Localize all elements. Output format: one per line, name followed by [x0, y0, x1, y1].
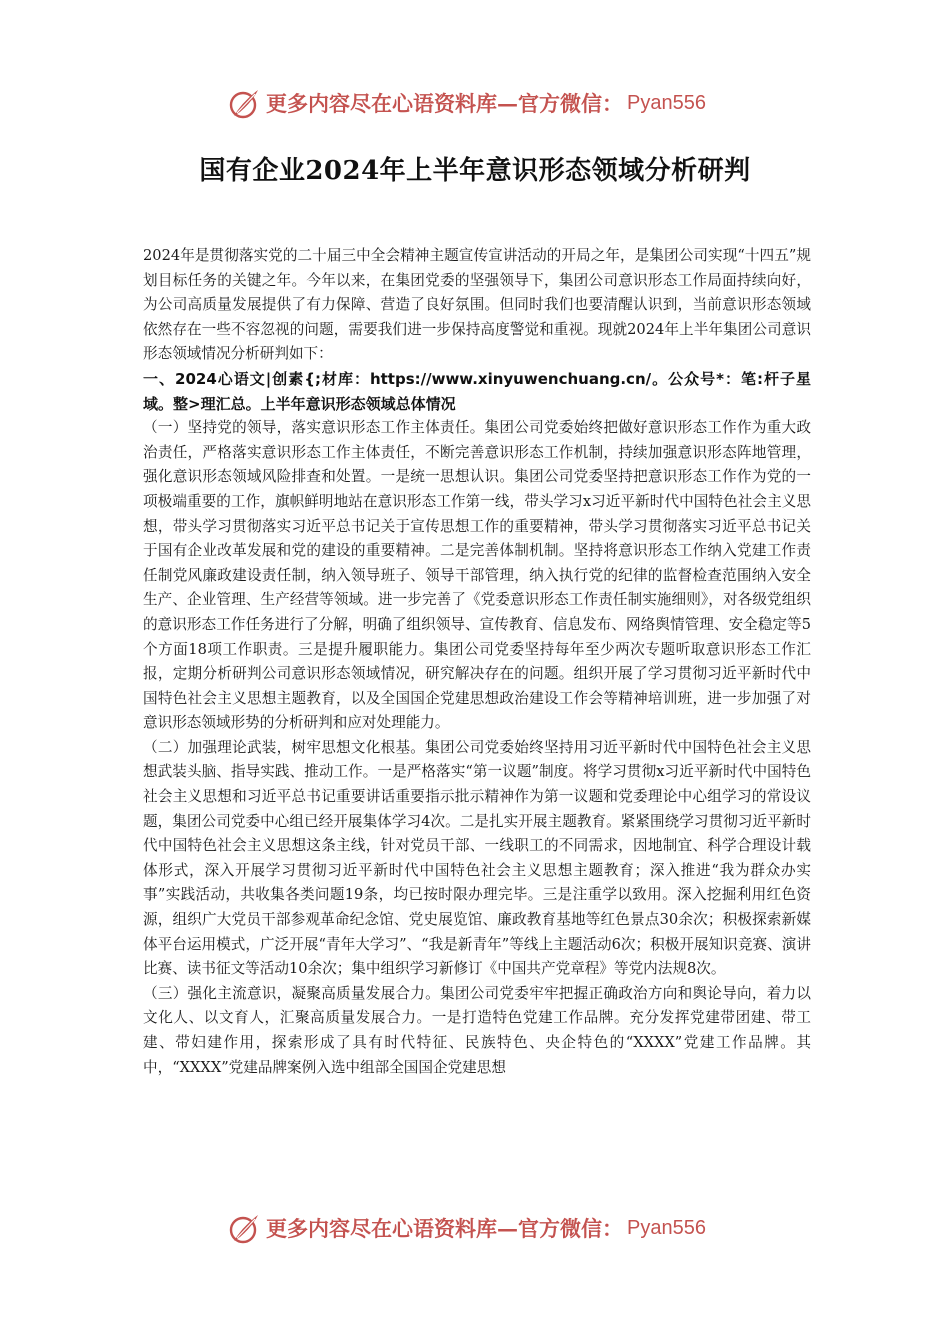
section-heading: 一、2024心语文|创素{;材库：https://www.xinyuwenchuang.cn/。公众号*：笔:杆子星域。整>理汇总。上半年意识形态领域总体情况: [143, 369, 811, 413]
intro-paragraph: 2024年是贯彻落实党的二十届三中全会精神主题宣传宣讲活动的开局之年，是集团公司实现“十四五”规划目标任务的关键之年。今年以来，在集团党委的坚强领导下，集团公司意识形态工作局面持续向好，为公司高质量发展提供了有力保障、营造了良好氛围。但同时我们也要清醒认识到，当前意识形态领域依然存在一些不容忽视的问题，需要我们进一步保持高度警觉和重视。现就2024年上半年集团公司意识形态领域情况分析研判如下：: [143, 247, 811, 363]
footer-banner: [228, 1208, 706, 1248]
banner-wechat-id: Pyan556: [627, 91, 706, 114]
banner-text: 更多内容尽在心语资料库—官方微信：: [266, 91, 623, 116]
section-paragraph-3: （三）强化主流意识，凝聚高质量发展合力。集团公司党委牢牢把握正确政治方向和舆论导向，着力以文化人、以文育人，汇聚高质量发展合力。一是打造特色党建工作品牌。充分发挥党建带团建、带工建、带妇建作用，探索形成了具有时代特征、民族特色、央企特色的“XXXX”党建工作品牌。其中，“XXXX”党建品牌案例入选中组部全国国企党建思想: [143, 984, 811, 1076]
banner-wechat-id: Pyan556: [627, 1216, 706, 1239]
quill-logo-icon: [228, 86, 262, 120]
section-paragraph-1: （一）坚持党的领导，落实意识形态工作主体责任。集团公司党委始终把做好意识形态工作作为重大政治责任，严格落实意识形态工作主体责任，不断完善意识形态工作机制，持续加强意识形态阵地管理，强化意识形态领域风险排查和处置。一是统一思想认识。集团公司党委坚持把意识形态工作作为党的一项极端重要的工作，旗帜鲜明地站在意识形态工作第一线，带头学习x习近平新时代中国特色社会主义思想，带头学习贯彻落实习近平总书记关于宣传思想工作的重要精神，带头学习贯彻落实习近平总书记关于国有企业改革发展和党的建设的重要精神。二是完善体制机制。坚持将意识形态工作纳入党建工作责任制党风廉政建设责任制，纳入领导班子、领导干部管理，纳入执行党的纪律的监督检查范围纳入安全生产、企业管理、生产经营等领域。进一步完善了《党委意识形态工作责任制实施细则》，对各级党组织的意识形态工作任务进行了分解，明确了组织领导、宣传教育、信息发布、网络舆情管理、安全稳定等5个方面18项工作职责。三是提升履职能力。集团公司党委坚持每年至少两次专题听取意识形态工作汇报，定期分析研判公司意识形态领域情况，研究解决存在的问题。组织开展了学习贯彻习近平新时代中国特色社会主义思想主题教育，以及全国国企党建思想政治建设工作会等精神培训班，进一步加强了对意识形态领域形势的分析研判和应对处理能力。: [143, 419, 811, 732]
section-paragraph-2: （二）加强理论武装，树牢思想文化根基。集团公司党委始终坚持用习近平新时代中国特色社会主义思想武装头脑、指导实践、推动工作。一是严格落实“第一议题”制度。将学习贯彻x习近平新时代中国特色社会主义思想和习近平总书记重要讲话重要指示批示精神作为第一议题和党委理论中心组学习的常设议题，集团公司党委中心组已经开展集体学习4次。二是扎实开展主题教育。紧紧围绕学习贯彻习近平新时代中国特色社会主义思想这条主线，针对党员干部、一线职工的不同需求，因地制宜、科学合理设计载体形式，深入开展学习贯彻习近平新时代中国特色社会主义思想主题教育；深入推进“我为群众办实事”实践活动，共收集各类问题19条，均已按时限办理完毕。三是注重学以致用。深入挖掘利用红色资源，组织广大党员干部参观革命纪念馆、党史展览馆、廉政教育基地等红色景点30余次；积极探索新媒体平台运用模式，广泛开展“青年大学习”、“我是新青年”等线上主题活动6次；积极开展知识竞赛、演讲比赛、读书征文等活动10余次；集中组织学习新修订《中国共产党章程》等党内法规8次。: [143, 738, 811, 978]
header-banner: [228, 83, 706, 123]
document-body: [143, 244, 811, 1080]
page-title: 国有企业2024年上半年意识形态领域分析研判: [199, 156, 751, 186]
banner-text: 更多内容尽在心语资料库—官方微信：: [266, 1216, 623, 1241]
quill-logo-icon: [228, 1211, 262, 1245]
